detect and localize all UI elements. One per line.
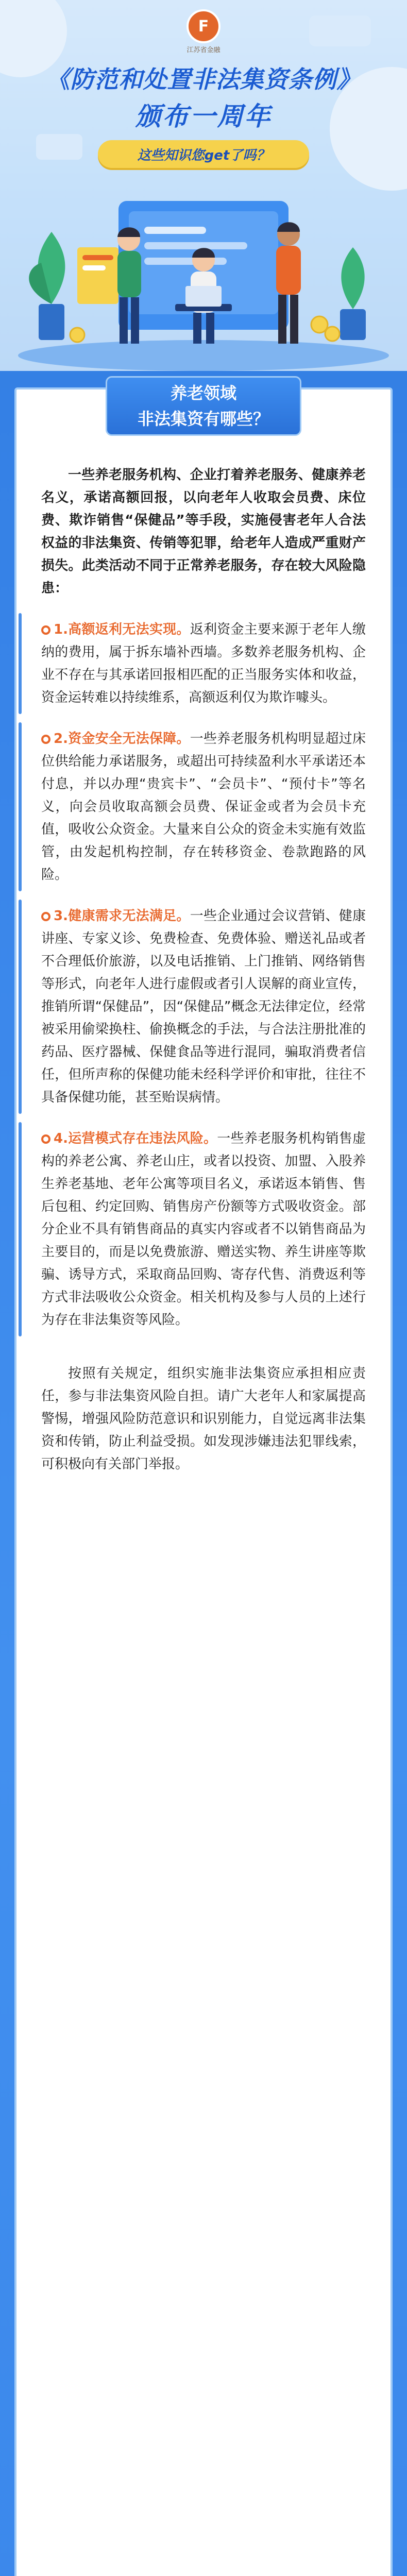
risk-item-body: 一些养老服务机构明显超过床位供给能力承诺服务，或超出可持续盈利水平承诺还本付息，并以办理“贵宾卡”、“会员卡”、“预付卡”等名义，向会员收取高额会员费、保证金或者为会员卡充值，吸收公众资金。大量来自公众的资金未实施有效监管，由发起机构控制，存在转移资金、卷款跑路的风险。 bbox=[41, 731, 366, 883]
logo-caption: 江苏省金融 bbox=[186, 46, 221, 54]
section-title-line2: 非法集资有哪些？ bbox=[137, 409, 269, 429]
bullet-icon bbox=[41, 735, 50, 744]
section-title-line1: 养老领域 bbox=[170, 383, 236, 403]
intro-text-2: 此类活动不同于正常养老服务，存在较大风险隐患： bbox=[41, 558, 366, 596]
risk-item-body: 返利资金主要来源于老年人缴纳的费用，属于拆东墙补西墙。多数养老服务机构、企业不存在与其承诺回报相匹配的正当服务实体和收益，资金运转难以持续维系，高额返利仅为欺诈噱头。 bbox=[41, 622, 366, 705]
people-discussion-illustration bbox=[0, 170, 407, 371]
risk-item-2 bbox=[41, 727, 366, 886]
risk-item-heading: 2.资金安全无法保障。 bbox=[54, 731, 190, 747]
intro-paragraph bbox=[41, 464, 366, 600]
risk-item-body: 一些养老服务机构销售虚构的养老公寓、养老山庄，或者以投资、加盟、入股养生养老基地、老年公寓等项目名义，承诺返本销售、售后包租、约定回购、销售房产份额等方式吸收资金。部分企业不具有销售商品的真实内容或者不以销售商品为主要目的，而是以免费旅游、赠送实物、养生讲座等欺骗、诱导方式，采取商品回购、寄存代售、消费返利等方式非法吸收公众资金。相关机构及参与人员的上述行为存在非法集资等风险。 bbox=[41, 1131, 366, 1328]
risk-item-body: 一些企业通过会议营销、健康讲座、专家义诊、免费检查、免费体验、赠送礼品或者不合理低价旅游，以及电话推销、上门推销、网络销售等形式，向老年人进行虚假或者引人误解的商业宣传，推销所谓“保健品”，因“保健品”概念无法律定位，经常被采用偷梁换柱、偷换概念的手法，与合法注册批准的药品、医疗器械、保健食品等进行混同，骗取消费者信任，但所声称的保健功能未经科学评价和审批，往往不具备保健功能，甚至贻误病情。 bbox=[41, 908, 366, 1105]
item-accent-bar bbox=[19, 900, 22, 1114]
bullet-icon bbox=[41, 1134, 50, 1144]
risk-item-heading: 1.高额返利无法实现。 bbox=[54, 622, 190, 637]
risk-item-3 bbox=[41, 905, 366, 1109]
bullet-icon bbox=[41, 625, 50, 635]
bullet-icon bbox=[41, 912, 50, 921]
header bbox=[0, 0, 407, 371]
page-title-line1: 《防范和处置非法集资条例》 bbox=[46, 65, 361, 93]
risk-item-1 bbox=[41, 618, 366, 709]
item-accent-bar bbox=[19, 1122, 22, 1336]
risk-item-4 bbox=[41, 1127, 366, 1331]
logo-icon: F bbox=[186, 9, 221, 43]
risk-item-heading: 3.健康需求无法满足。 bbox=[54, 908, 190, 924]
closing-paragraph: 按照有关规定，组织实施非法集资应承担相应责任，参与非法集资风险自担。请广大老年人和家属提高警惕，增强风险防范意识和识别能力，自觉远离非法集资和传销，防止利益受损。如发现涉嫌违法犯罪线索，可积极向有关部门举报。 bbox=[41, 1366, 366, 1472]
subtitle-banner: 这些知识您get了吗？ bbox=[98, 140, 309, 168]
item-accent-bar bbox=[19, 613, 22, 714]
section-title-tab bbox=[106, 376, 301, 436]
risk-item-heading: 4.运营模式存在违法风险。 bbox=[54, 1131, 217, 1146]
page-title-line2: 颁布一周年 bbox=[135, 101, 272, 131]
intro-text: 一些养老服务机构、企业打着养老服务、健康养老名义，承诺高额回报，以向老年人收取会员费、床位费、欺诈销售“保健品”等手段，实施侵害老年人合法权益的非法集资、传销等犯罪，给老年人造成严重财产损失。 bbox=[41, 467, 366, 573]
article-body bbox=[41, 464, 366, 1476]
item-accent-bar bbox=[19, 722, 22, 891]
